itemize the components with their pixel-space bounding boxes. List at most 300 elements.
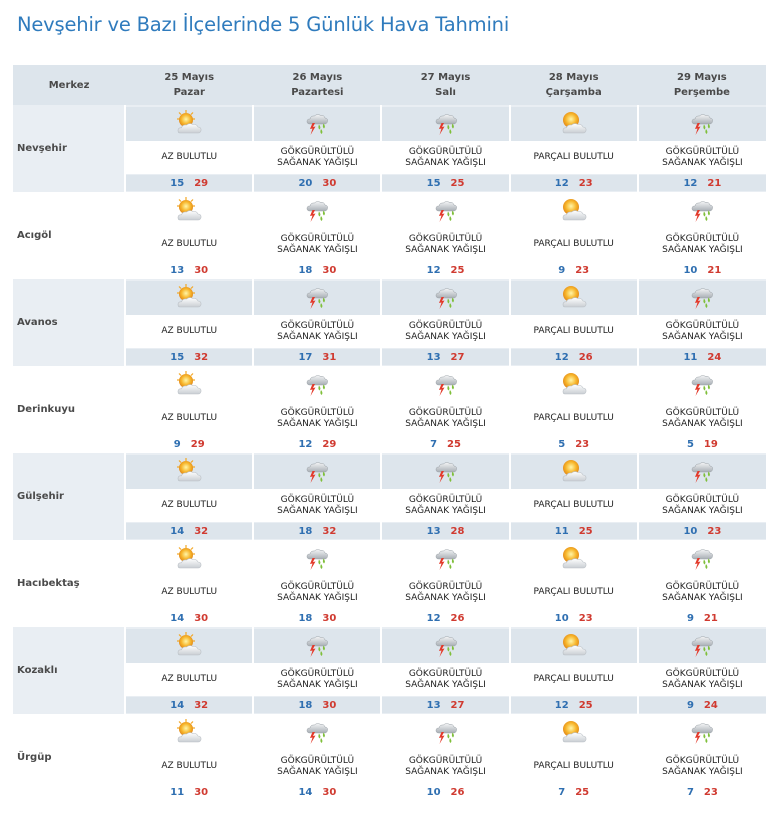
forecast-cell: [510, 105, 638, 192]
condition-line: SAĞANAK YAĞIŞLI: [405, 592, 486, 603]
temperature-range: [126, 784, 252, 800]
max-temperature: 26: [450, 786, 465, 798]
temperature-range: [382, 610, 508, 626]
header-day: [253, 65, 381, 105]
condition-line: AZ BULUTLU: [161, 761, 218, 772]
forecast-cell: [510, 279, 638, 366]
condition-line: GÖKGÜRÜLTÜLÜ: [280, 669, 355, 679]
header-date: 27 Mayıs: [420, 72, 471, 83]
max-temperature: 26: [450, 612, 465, 624]
min-temperature: 12: [554, 699, 569, 711]
district-name: Ürgüp: [13, 714, 125, 801]
min-temperature: 12: [298, 438, 313, 450]
forecast-cell: [510, 453, 638, 540]
forecast-cell: [125, 279, 253, 366]
min-temperature: 11: [554, 525, 569, 537]
mostly-cloudy-sun-icon: [559, 631, 589, 661]
min-temperature: 12: [426, 264, 441, 276]
condition-text: [382, 489, 508, 522]
temperature-range: [382, 784, 508, 800]
condition-line: SAĞANAK YAĞIŞLI: [277, 592, 358, 603]
partly-cloudy-sun-icon: [174, 718, 204, 748]
max-temperature: 30: [322, 612, 337, 624]
temperature-range: [254, 349, 380, 365]
condition-text: [254, 402, 380, 435]
min-temperature: 7: [686, 786, 694, 798]
condition-text: [511, 663, 637, 696]
temperature-range: [639, 262, 766, 278]
partly-cloudy-sun-icon: [174, 283, 204, 313]
condition-text: [126, 750, 252, 783]
condition-line: AZ BULUTLU: [161, 413, 218, 424]
thunder-shower-icon: [302, 544, 332, 574]
thunder-shower-icon: [687, 283, 717, 313]
mostly-cloudy-sun-icon: [559, 109, 589, 139]
condition-line: GÖKGÜRÜLTÜLÜ: [280, 495, 355, 505]
district-name: Acıgöl: [13, 192, 125, 279]
condition-line: SAĞANAK YAĞIŞLI: [662, 244, 743, 255]
min-temperature: 9: [558, 264, 566, 276]
condition-text: [382, 315, 508, 348]
forecast-cell: [638, 192, 766, 279]
condition-text: [254, 663, 380, 696]
mostly-cloudy-sun-icon: [559, 196, 589, 226]
temperature-range: [639, 523, 766, 539]
min-temperature: 15: [170, 177, 185, 189]
min-temperature: 11: [170, 786, 185, 798]
max-temperature: 25: [575, 786, 590, 798]
condition-line: SAĞANAK YAĞIŞLI: [277, 157, 358, 168]
header-day: [381, 65, 509, 105]
condition-text: [511, 228, 637, 261]
condition-text: [126, 489, 252, 522]
header-weekday: Perşembe: [673, 87, 730, 98]
forecast-cell: [253, 192, 381, 279]
condition-line: SAĞANAK YAĞIŞLI: [277, 331, 358, 342]
condition-text: [126, 315, 252, 348]
min-temperature: 14: [170, 525, 185, 537]
min-temperature: 12: [683, 177, 698, 189]
max-temperature: 21: [707, 177, 722, 189]
condition-text: [382, 402, 508, 435]
condition-text: [511, 141, 637, 174]
min-temperature: 13: [426, 525, 441, 537]
condition-line: SAĞANAK YAĞIŞLI: [662, 505, 743, 516]
condition-line: AZ BULUTLU: [161, 152, 218, 163]
thunder-shower-icon: [302, 283, 332, 313]
temperature-range: [254, 262, 380, 278]
condition-text: [639, 315, 766, 348]
partly-cloudy-sun-icon: [174, 631, 204, 661]
condition-text: [382, 750, 508, 783]
district-name: Derinkuyu: [13, 366, 125, 453]
forecast-cell: [381, 627, 509, 714]
condition-line: GÖKGÜRÜLTÜLÜ: [665, 669, 740, 679]
max-temperature: 29: [194, 177, 209, 189]
forecast-cell: [125, 453, 253, 540]
thunder-shower-icon: [687, 457, 717, 487]
header-date: 29 Mayıs: [677, 72, 727, 83]
condition-line: GÖKGÜRÜLTÜLÜ: [408, 147, 483, 157]
forecast-cell: [253, 627, 381, 714]
max-temperature: 30: [322, 786, 337, 798]
partly-cloudy-sun-icon: [174, 196, 204, 226]
condition-line: AZ BULUTLU: [161, 500, 218, 511]
thunder-shower-icon: [431, 283, 461, 313]
condition-line: AZ BULUTLU: [161, 587, 218, 598]
thunder-shower-icon: [687, 544, 717, 574]
temperature-range: [126, 523, 252, 539]
max-temperature: 23: [703, 786, 718, 798]
condition-text: [639, 663, 766, 696]
max-temperature: 30: [194, 264, 209, 276]
condition-line: AZ BULUTLU: [161, 674, 218, 685]
forecast-cell: [253, 453, 381, 540]
header-weekday: Pazartesi: [291, 87, 344, 98]
temperature-range: [511, 784, 637, 800]
min-temperature: 11: [683, 351, 698, 363]
thunder-shower-icon: [687, 370, 717, 400]
min-temperature: 7: [430, 438, 438, 450]
forecast-cell: [253, 105, 381, 192]
temperature-range: [126, 436, 252, 452]
min-temperature: 13: [426, 699, 441, 711]
min-temperature: 20: [298, 177, 313, 189]
condition-text: [254, 750, 380, 783]
header-merkez: Merkez: [13, 65, 125, 105]
condition-text: [382, 663, 508, 696]
temperature-range: [254, 175, 380, 191]
condition-line: SAĞANAK YAĞIŞLI: [405, 505, 486, 516]
condition-line: GÖKGÜRÜLTÜLÜ: [408, 495, 483, 505]
district-name: Nevşehir: [13, 105, 125, 192]
temperature-range: [382, 436, 508, 452]
min-temperature: 12: [554, 351, 569, 363]
max-temperature: 27: [450, 351, 465, 363]
min-temperature: 18: [298, 525, 313, 537]
table-row: [13, 453, 766, 540]
min-temperature: 13: [426, 351, 441, 363]
max-temperature: 27: [450, 699, 465, 711]
temperature-range: [382, 262, 508, 278]
condition-line: GÖKGÜRÜLTÜLÜ: [665, 582, 740, 592]
forecast-cell: [381, 279, 509, 366]
partly-cloudy-sun-icon: [174, 370, 204, 400]
mostly-cloudy-sun-icon: [559, 457, 589, 487]
condition-line: SAĞANAK YAĞIŞLI: [662, 679, 743, 690]
condition-line: SAĞANAK YAĞIŞLI: [662, 766, 743, 777]
min-temperature: 5: [558, 438, 566, 450]
max-temperature: 32: [194, 525, 209, 537]
forecast-cell: [381, 366, 509, 453]
condition-text: [511, 750, 637, 783]
max-temperature: 29: [190, 438, 205, 450]
temperature-range: [511, 610, 637, 626]
condition-line: SAĞANAK YAĞIŞLI: [405, 679, 486, 690]
forecast-cell: [253, 366, 381, 453]
condition-line: SAĞANAK YAĞIŞLI: [405, 418, 486, 429]
temperature-range: [254, 610, 380, 626]
condition-text: [126, 663, 252, 696]
min-temperature: 10: [683, 525, 698, 537]
min-temperature: 9: [686, 612, 694, 624]
header-day: [510, 65, 638, 105]
district-name: Avanos: [13, 279, 125, 366]
condition-line: SAĞANAK YAĞIŞLI: [662, 592, 743, 603]
max-temperature: 29: [322, 438, 337, 450]
min-temperature: 10: [426, 786, 441, 798]
header-day: [125, 65, 253, 105]
forecast-cell: [125, 714, 253, 801]
temperature-range: [639, 175, 766, 191]
forecast-cell: [381, 453, 509, 540]
temperature-range: [511, 523, 637, 539]
max-temperature: 24: [707, 351, 722, 363]
partly-cloudy-sun-icon: [174, 544, 204, 574]
min-temperature: 14: [170, 612, 185, 624]
condition-text: [639, 576, 766, 609]
forecast-cell: [253, 714, 381, 801]
mostly-cloudy-sun-icon: [559, 544, 589, 574]
condition-line: SAĞANAK YAĞIŞLI: [405, 331, 486, 342]
min-temperature: 14: [170, 699, 185, 711]
max-temperature: 30: [194, 612, 209, 624]
temperature-range: [382, 523, 508, 539]
temperature-range: [382, 349, 508, 365]
table-row: [13, 192, 766, 279]
temperature-range: [639, 349, 766, 365]
thunder-shower-icon: [431, 109, 461, 139]
condition-line: GÖKGÜRÜLTÜLÜ: [665, 756, 740, 766]
forecast-cell: [638, 627, 766, 714]
min-temperature: 18: [298, 699, 313, 711]
forecast-cell: [510, 540, 638, 627]
page-title: Nevşehir ve Bazı İlçelerinde 5 Günlük Hava Tahmini: [17, 13, 510, 36]
condition-line: GÖKGÜRÜLTÜLÜ: [665, 495, 740, 505]
partly-cloudy-sun-icon: [174, 109, 204, 139]
min-temperature: 18: [298, 612, 313, 624]
district-name: Hacıbektaş: [13, 540, 125, 627]
condition-line: AZ BULUTLU: [161, 239, 218, 250]
max-temperature: 21: [703, 612, 718, 624]
thunder-shower-icon: [431, 544, 461, 574]
max-temperature: 30: [322, 699, 337, 711]
forecast-cell: [638, 453, 766, 540]
mostly-cloudy-sun-icon: [559, 718, 589, 748]
header-date: 28 Mayıs: [548, 72, 599, 83]
header-day: [638, 65, 766, 105]
condition-text: [254, 141, 380, 174]
thunder-shower-icon: [687, 109, 717, 139]
thunder-shower-icon: [302, 370, 332, 400]
condition-line: SAĞANAK YAĞIŞLI: [405, 244, 486, 255]
min-temperature: 18: [298, 264, 313, 276]
forecast-cell: [510, 714, 638, 801]
header-date: 25 Mayıs: [164, 72, 215, 83]
min-temperature: 7: [558, 786, 566, 798]
condition-line: GÖKGÜRÜLTÜLÜ: [408, 234, 483, 244]
condition-line: SAĞANAK YAĞIŞLI: [277, 505, 358, 516]
table-row: [13, 714, 766, 801]
mostly-cloudy-sun-icon: [559, 283, 589, 313]
temperature-range: [639, 436, 766, 452]
forecast-cell: [381, 714, 509, 801]
condition-line: GÖKGÜRÜLTÜLÜ: [408, 756, 483, 766]
table-header: [13, 65, 766, 105]
condition-line: GÖKGÜRÜLTÜLÜ: [280, 582, 355, 592]
temperature-range: [126, 175, 252, 191]
temperature-range: [126, 349, 252, 365]
condition-line: GÖKGÜRÜLTÜLÜ: [280, 408, 355, 418]
thunder-shower-icon: [302, 109, 332, 139]
forecast-cell: [638, 540, 766, 627]
condition-line: PARÇALI BULUTLU: [533, 413, 614, 424]
forecast-cell: [381, 192, 509, 279]
condition-text: [511, 402, 637, 435]
min-temperature: 10: [683, 264, 698, 276]
condition-line: PARÇALI BULUTLU: [533, 674, 614, 685]
forecast-cell: [510, 366, 638, 453]
table-row: [13, 279, 766, 366]
max-temperature: 26: [578, 351, 593, 363]
max-temperature: 23: [707, 525, 722, 537]
min-temperature: 9: [173, 438, 181, 450]
condition-text: [639, 489, 766, 522]
temperature-range: [126, 610, 252, 626]
condition-line: GÖKGÜRÜLTÜLÜ: [408, 669, 483, 679]
temperature-range: [511, 262, 637, 278]
max-temperature: 25: [450, 177, 465, 189]
condition-line: PARÇALI BULUTLU: [533, 761, 614, 772]
temperature-range: [511, 436, 637, 452]
condition-text: [254, 576, 380, 609]
header-weekday: Salı: [435, 87, 456, 98]
max-temperature: 31: [322, 351, 337, 363]
temperature-range: [639, 610, 766, 626]
max-temperature: 25: [447, 438, 461, 450]
condition-line: PARÇALI BULUTLU: [533, 587, 614, 598]
forecast-cell: [381, 540, 509, 627]
forecast-cell: [510, 627, 638, 714]
forecast-cell: [638, 105, 766, 192]
forecast-cell: [253, 540, 381, 627]
temperature-range: [254, 697, 380, 713]
max-temperature: 32: [322, 525, 337, 537]
temperature-range: [382, 175, 508, 191]
forecast-cell: [125, 540, 253, 627]
condition-line: SAĞANAK YAĞIŞLI: [277, 679, 358, 690]
forecast-cell: [125, 192, 253, 279]
min-temperature: 10: [554, 612, 569, 624]
temperature-range: [254, 784, 380, 800]
thunder-shower-icon: [687, 196, 717, 226]
condition-line: SAĞANAK YAĞIŞLI: [662, 418, 743, 429]
forecast-cell: [125, 366, 253, 453]
condition-line: GÖKGÜRÜLTÜLÜ: [280, 321, 355, 331]
max-temperature: 32: [194, 351, 209, 363]
condition-text: [254, 315, 380, 348]
condition-line: PARÇALI BULUTLU: [533, 239, 614, 250]
condition-line: SAĞANAK YAĞIŞLI: [277, 244, 358, 255]
min-temperature: 15: [170, 351, 185, 363]
max-temperature: 25: [578, 699, 593, 711]
mostly-cloudy-sun-icon: [559, 370, 589, 400]
min-temperature: 12: [554, 177, 569, 189]
forecast-cell: [125, 627, 253, 714]
thunder-shower-icon: [431, 370, 461, 400]
condition-line: GÖKGÜRÜLTÜLÜ: [408, 321, 483, 331]
temperature-range: [511, 697, 637, 713]
condition-line: SAĞANAK YAĞIŞLI: [277, 766, 358, 777]
header-date: 26 Mayıs: [292, 72, 343, 83]
thunder-shower-icon: [302, 196, 332, 226]
thunder-shower-icon: [431, 631, 461, 661]
condition-line: GÖKGÜRÜLTÜLÜ: [665, 321, 740, 331]
condition-line: SAĞANAK YAĞIŞLI: [662, 157, 743, 168]
condition-line: PARÇALI BULUTLU: [533, 326, 614, 337]
temperature-range: [382, 697, 508, 713]
condition-text: [639, 141, 766, 174]
condition-text: [254, 489, 380, 522]
temperature-range: [511, 349, 637, 365]
max-temperature: 23: [575, 438, 590, 450]
min-temperature: 13: [170, 264, 185, 276]
max-temperature: 28: [450, 525, 465, 537]
min-temperature: 17: [298, 351, 313, 363]
temperature-range: [639, 697, 766, 713]
thunder-shower-icon: [431, 457, 461, 487]
thunder-shower-icon: [431, 718, 461, 748]
thunder-shower-icon: [302, 718, 332, 748]
condition-line: SAĞANAK YAĞIŞLI: [405, 157, 486, 168]
condition-text: [639, 750, 766, 783]
min-temperature: 9: [686, 699, 694, 711]
max-temperature: 30: [194, 786, 209, 798]
condition-line: AZ BULUTLU: [161, 326, 218, 337]
min-temperature: 14: [298, 786, 313, 798]
district-name: Gülşehir: [13, 453, 125, 540]
table-row: [13, 540, 766, 627]
condition-line: GÖKGÜRÜLTÜLÜ: [665, 408, 740, 418]
max-temperature: 21: [707, 264, 722, 276]
max-temperature: 30: [322, 177, 337, 189]
max-temperature: 23: [578, 177, 593, 189]
max-temperature: 25: [578, 525, 593, 537]
condition-line: SAĞANAK YAĞIŞLI: [405, 766, 486, 777]
temperature-range: [511, 175, 637, 191]
forecast-cell: [638, 279, 766, 366]
condition-text: [639, 402, 766, 435]
temperature-range: [254, 436, 380, 452]
condition-line: GÖKGÜRÜLTÜLÜ: [665, 234, 740, 244]
condition-line: SAĞANAK YAĞIŞLI: [662, 331, 743, 342]
header-weekday: Pazar: [173, 87, 205, 98]
thunder-shower-icon: [431, 196, 461, 226]
max-temperature: 30: [322, 264, 337, 276]
condition-text: [126, 141, 252, 174]
condition-text: [126, 402, 252, 435]
condition-text: [382, 141, 508, 174]
max-temperature: 25: [450, 264, 465, 276]
thunder-shower-icon: [302, 631, 332, 661]
thunder-shower-icon: [687, 718, 717, 748]
condition-line: SAĞANAK YAĞIŞLI: [277, 418, 358, 429]
forecast-table: [13, 65, 766, 801]
condition-line: GÖKGÜRÜLTÜLÜ: [280, 147, 355, 157]
condition-text: [382, 576, 508, 609]
condition-line: GÖKGÜRÜLTÜLÜ: [408, 408, 483, 418]
condition-text: [254, 228, 380, 261]
